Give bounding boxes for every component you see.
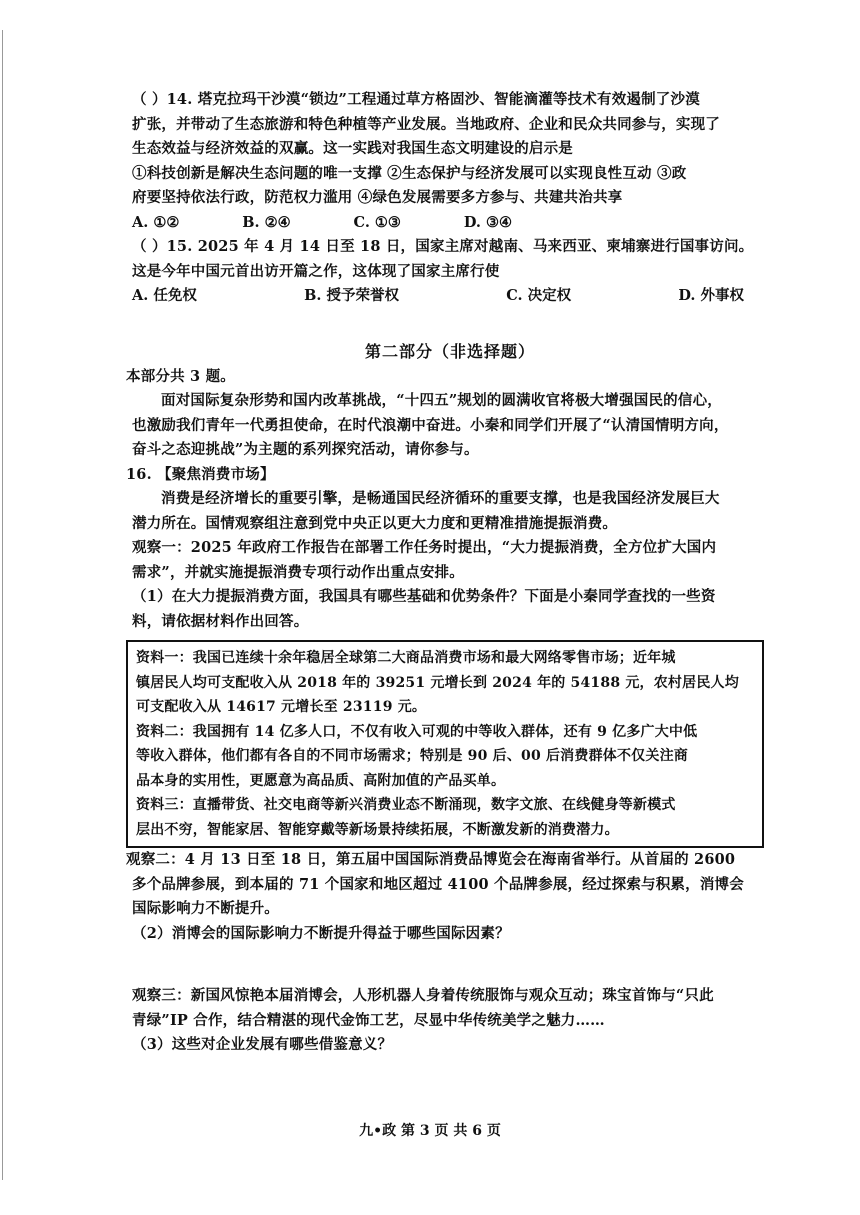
q14-line: 扩张，并带动了生态旅游和特色种植等产业发展。当地政府、企业和民众共同参与，实现了 bbox=[132, 115, 720, 133]
observation-2-line: 国际影响力不断提升。 bbox=[132, 900, 279, 917]
observation-2-line: 观察二：4 月 13 日至 18 日，第五届中国国际消费品博览会在海南省举行。从首届的 2600 bbox=[126, 851, 736, 868]
materials-box bbox=[126, 640, 764, 848]
part2-intro-line: 面对国际复杂形势和国内改革挑战，“十四五”规划的圆满收官将极大增强国民的信心， bbox=[161, 392, 722, 409]
part2-count: 本部分共 3 题。 bbox=[126, 367, 235, 385]
exam-page bbox=[126, 88, 768, 1058]
part2-intro-line: 奋斗之态迎挑战”为主题的系列探究活动，请你参与。 bbox=[132, 441, 479, 458]
q14-option-a: A. ①② bbox=[132, 213, 180, 231]
q14-line: 府要坚持依法行政，防范权力滥用 ④绿色发展需要多方参与、共建共治共享 bbox=[132, 189, 623, 206]
sub-question-2: （2）消博会的国际影响力不断提升得益于哪些国际因素？ bbox=[132, 924, 510, 942]
observation-1-line: 需求”，并就实施提振消费专项行动作出重点安排。 bbox=[132, 563, 464, 581]
q15-line: 这是今年中国元首出访开篇之作，这体现了国家主席行使 bbox=[132, 262, 500, 280]
question-14 bbox=[132, 88, 768, 235]
q15-option-a: A. 任免权 bbox=[132, 287, 197, 304]
observation-1-line: 观察一：2025 年政府工作报告在部署工作任务时提出，“大力提振消费，全方位扩大国内 bbox=[132, 539, 717, 556]
answer-space bbox=[132, 946, 768, 984]
q15-line: （ ）15. 2025 年 4 月 14 日至 18 日，国家主席对越南、马来西亚、柬埔寨进行国事访问。 bbox=[132, 238, 754, 255]
part2-intro-line: 也激励我们青年一代勇担使命，在时代浪潮中奋进。小秦和同学们开展了“认清国情明方向， bbox=[132, 416, 729, 434]
q14-option-c: C. ①③ bbox=[353, 213, 401, 231]
q16-para-line: 消费是经济增长的重要引擎，是畅通国民经济循环的重要支撑，也是我国经济发展巨大 bbox=[161, 490, 720, 507]
q14-option-b: B. ②④ bbox=[242, 213, 291, 231]
scan-edge-line bbox=[2, 30, 3, 1180]
material-line: 品本身的实用性，更愿意为高品质、高附加值的产品买单。 bbox=[136, 772, 506, 789]
q15-option-d: D. 外事权 bbox=[678, 287, 744, 304]
observation-3-line: 观察三：新国风惊艳本届消博会，人形机器人身着传统服饰与观众互动；珠宝首饰与“只此 bbox=[132, 987, 714, 1004]
observation-3-line: 青绿”IP 合作，结合精湛的现代金饰工艺，尽显中华传统美学之魅力…… bbox=[132, 1011, 605, 1029]
material-line: 资料三：直播带货、社交电商等新兴消费业态不断涌现，数字文旅、在线健身等新模式 bbox=[136, 797, 676, 813]
material-line: 镇居民人均可支配收入从 2018 年的 39251 元增长到 2024 年的 54188 元，农村居民人均 bbox=[136, 674, 739, 691]
observation-2-line: 多个品牌参展，到本届的 71 个国家和地区超过 4100 个品牌参展，经过探索与积累，消博会 bbox=[132, 875, 744, 893]
q15-options bbox=[132, 284, 744, 309]
q14-line: 生态效益与经济效益的双赢。这一实践对我国生态文明建设的启示是 bbox=[132, 140, 573, 157]
q14-options bbox=[132, 211, 512, 236]
question-15 bbox=[132, 235, 768, 309]
q15-option-b: B. 授予荣誉权 bbox=[304, 287, 399, 304]
page-footer: 九•政 第 3 页 共 6 页 bbox=[359, 1123, 501, 1139]
sub-question-3: （3）这些对企业发展有哪些借鉴意义？ bbox=[132, 1036, 393, 1053]
material-line: 层出不穷，智能家居、智能穿戴等新场景持续拓展，不断激发新的消费潜力。 bbox=[136, 821, 619, 838]
q16-heading: 16. 【聚焦消费市场】 bbox=[126, 465, 275, 483]
q14-option-d: D. ③④ bbox=[463, 213, 512, 231]
q16-para-line: 潜力所在。国情观察组注意到党中央正以更大力度和更精准措施提振消费。 bbox=[132, 514, 618, 532]
question-16 bbox=[126, 463, 768, 1058]
material-line: 等收入群体，他们都有各自的不同市场需求；特别是 90 后、00 后消费群体不仅关注商 bbox=[136, 748, 688, 764]
material-line: 可支配收入从 14617 元增长至 23119 元。 bbox=[136, 699, 427, 715]
q15-option-c: C. 决定权 bbox=[506, 287, 572, 304]
sub-question-1-line: （1）在大力提振消费方面，我国具有哪些基础和优势条件？下面是小秦同学查找的一些资 bbox=[132, 588, 716, 605]
material-line: 资料二：我国拥有 14 亿多人口，不仅有收入可观的中等收入群体，还有 9 亿多广大中低 bbox=[136, 723, 698, 740]
sub-question-1-line: 料，请依据材料作出回答。 bbox=[132, 612, 309, 630]
q14-line: ①科技创新是解决生态问题的唯一支撑 ②生态保护与经济发展可以实现良性互动 ③政 bbox=[132, 164, 687, 182]
material-line: 资料一：我国已连续十余年稳居全球第二大商品消费市场和最大网络零售市场；近年城 bbox=[136, 650, 676, 666]
q14-line: （ ）14. 塔克拉玛干沙漠“锁边”工程通过草方格固沙、智能滴灌等技术有效遏制了沙漠 bbox=[132, 91, 700, 108]
part2-title: 第二部分（非选择题） bbox=[364, 341, 535, 361]
